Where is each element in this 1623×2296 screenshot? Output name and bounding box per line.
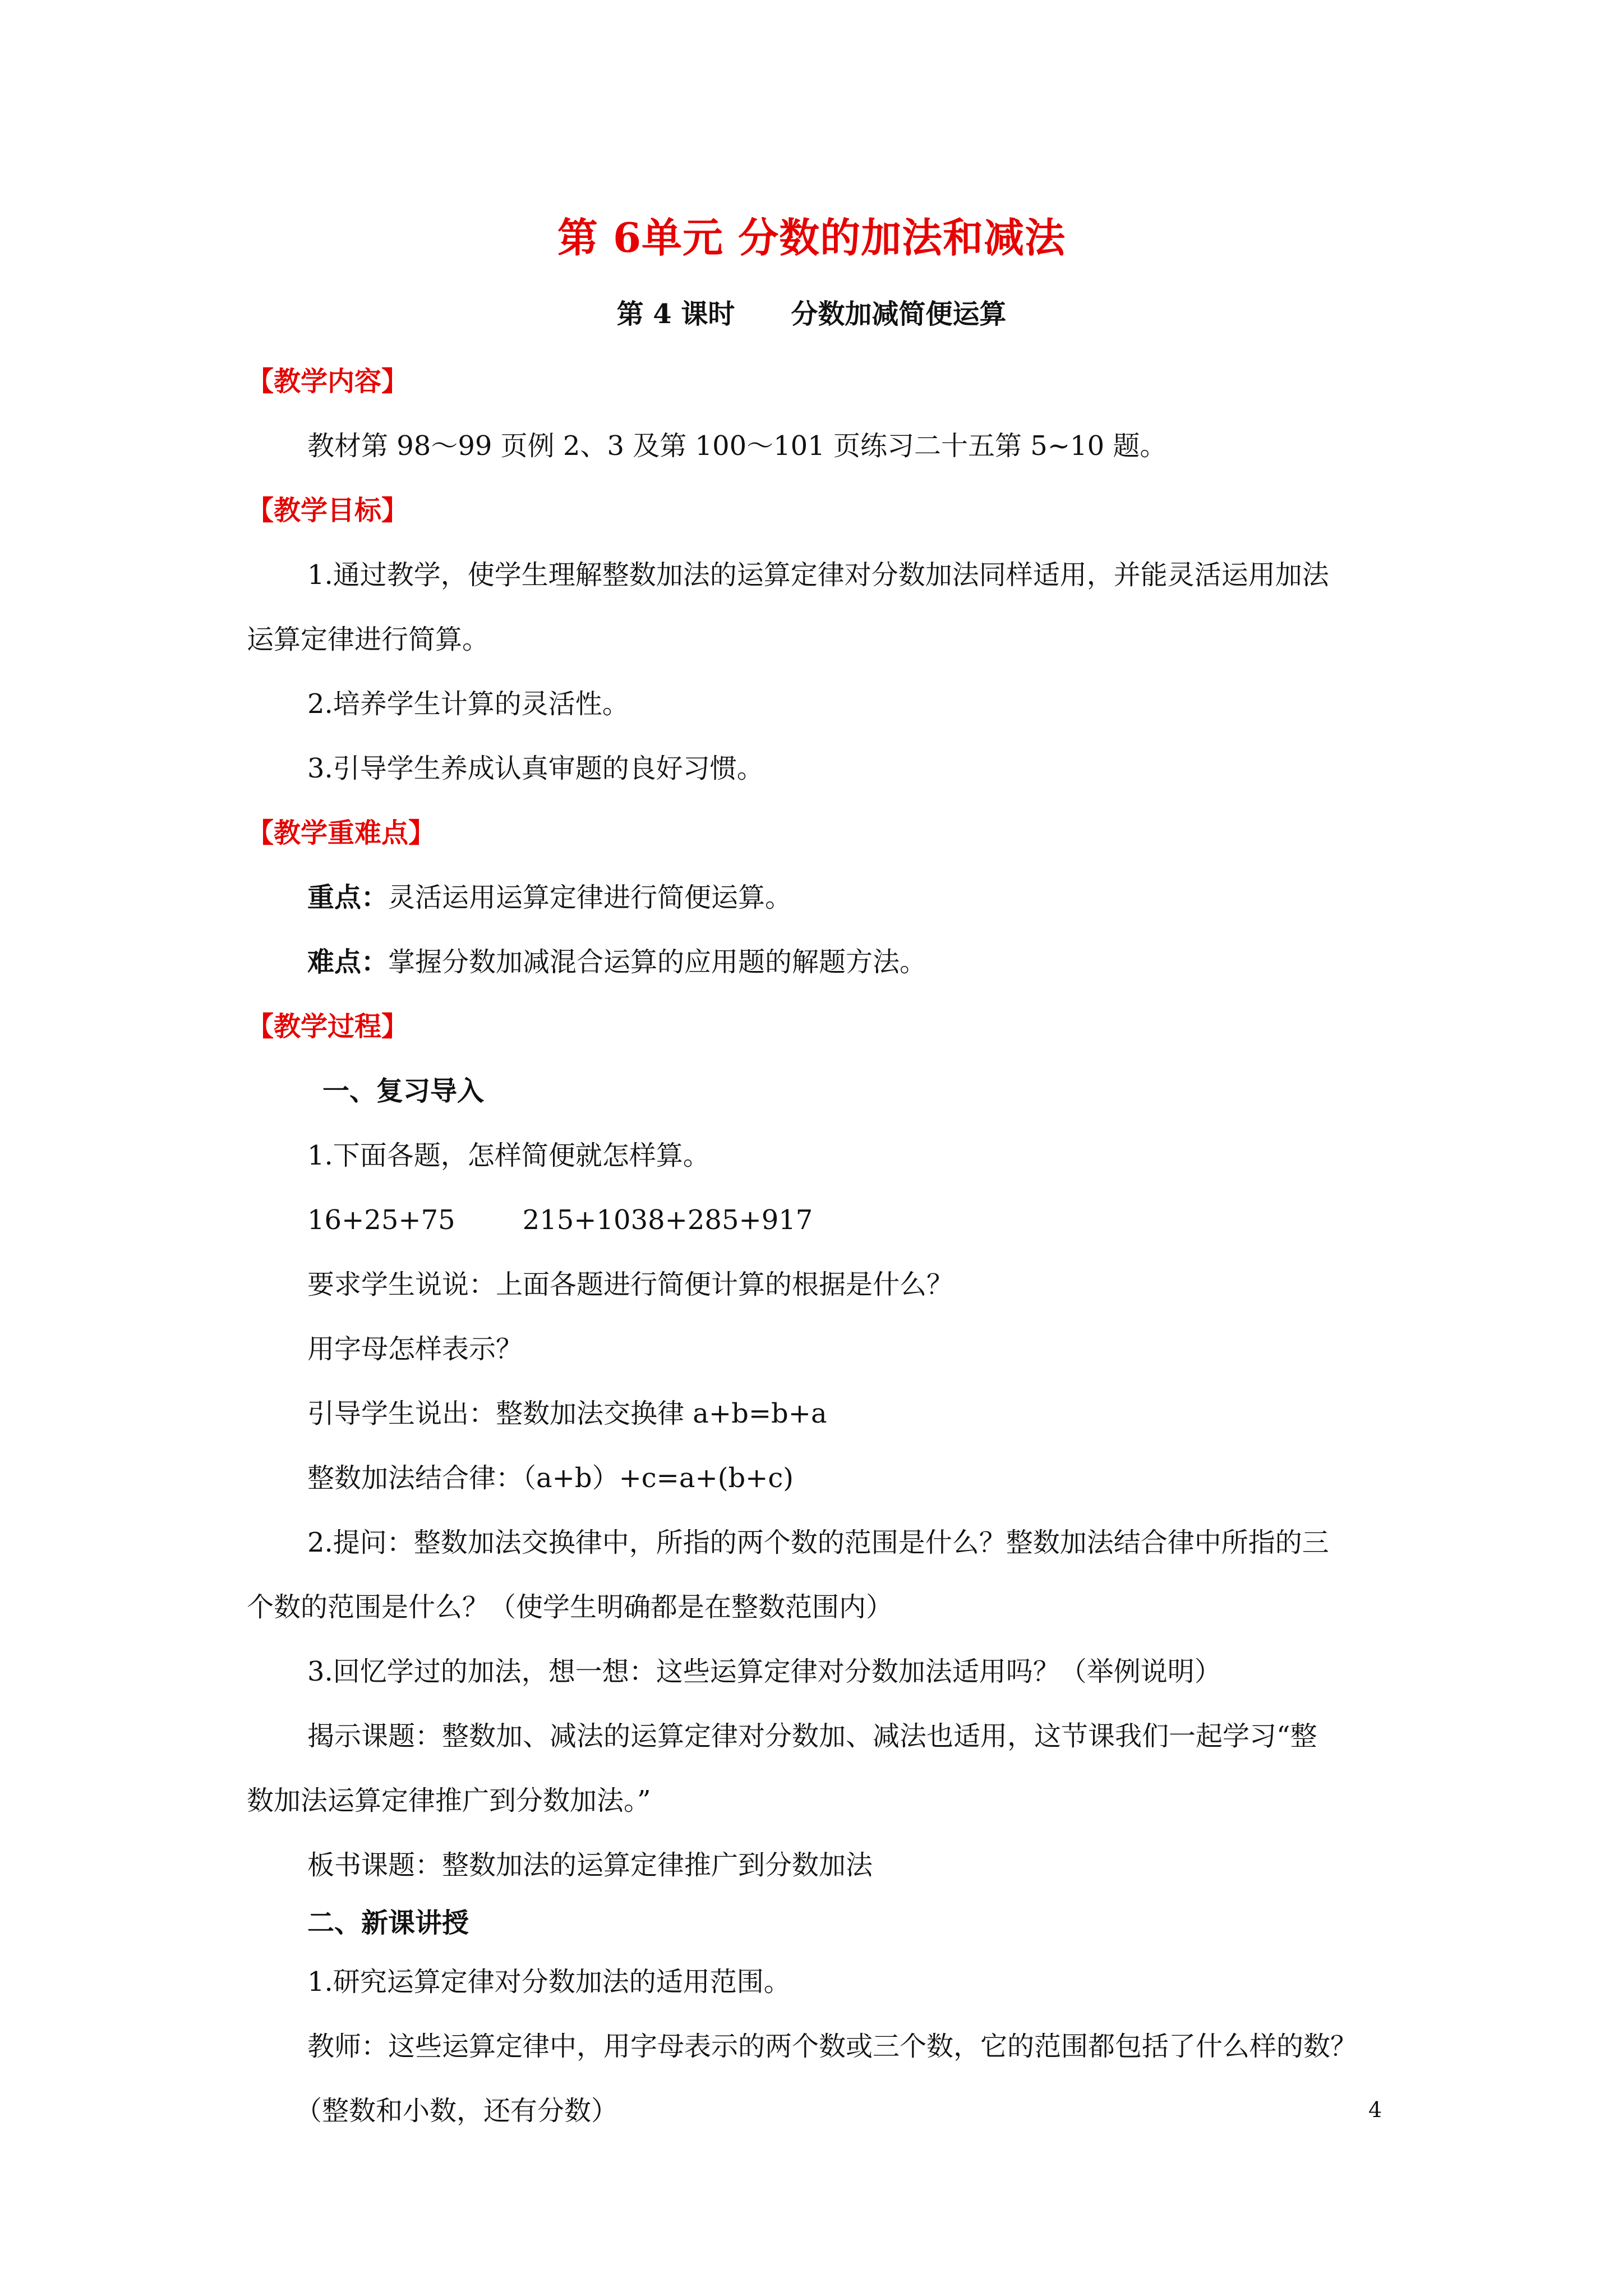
answer-text: （整数和小数，还有分数）: [295, 2095, 619, 2127]
expression-1: 16+25+75: [307, 1204, 455, 1236]
difficulty-point: [307, 946, 927, 978]
process-heading: 【教学过程】: [247, 1011, 409, 1042]
expression-2: 215+1038+285+917: [522, 1204, 813, 1236]
review-associative: 整数加法结合律：（a+b）+c=a+(b+c): [307, 1462, 794, 1494]
review-item-1: 1.下面各题，怎样简便就怎样算。: [307, 1140, 710, 1171]
reveal-line-2: 数加法运算定律推广到分数加法。”: [247, 1785, 651, 1816]
content-heading: 【教学内容】: [247, 366, 409, 397]
review-item-2-line-1: 2.提问：整数加法交换律中，所指的两个数的范围是什么？整数加法结合律中所指的三: [307, 1527, 1329, 1558]
lesson-topic: 分数加减简便运算: [791, 298, 1007, 330]
content-text: 教材第 98～99 页例 2、3 及第 100～101 页练习二十五第 5~10 题。: [307, 430, 1167, 462]
goals-heading: 【教学目标】: [247, 495, 409, 526]
key-point: [307, 884, 792, 911]
new-lesson-heading: 二、新课讲授: [307, 1907, 469, 1939]
goal-3: 3.引导学生养成认真审题的良好习惯。: [307, 753, 764, 784]
new-lesson-item-1: 1.研究运算定律对分数加法的适用范围。: [307, 1966, 791, 1998]
board-title: 板书课题：整数加法的运算定律推广到分数加法: [307, 1849, 873, 1881]
difficulty-label: 难点：: [307, 946, 389, 978]
document-title: 第 6单元 分数的加法和减法: [557, 214, 1066, 261]
review-item-3: 3.回忆学过的加法，想一想：这些运算定律对分数加法适用吗？（举例说明）: [307, 1656, 1221, 1687]
goal-2: 2.培养学生计算的灵活性。: [307, 688, 629, 720]
review-guide: 引导学生说出：整数加法交换律 a+b=b+a: [307, 1398, 827, 1429]
review-expressions: [307, 1204, 813, 1236]
teacher-question: 教师：这些运算定律中，用字母表示的两个数或三个数，它的范围都包括了什么样的数？: [307, 2031, 1358, 2062]
review-letter: 用字母怎样表示？: [307, 1333, 523, 1365]
page-number: 4: [1368, 2097, 1382, 2122]
key-point-label: 重点：: [307, 882, 389, 913]
goal-1-line-1: 1.通过教学，使学生理解整数加法的运算定律对分数加法同样适用，并能灵活运用加法: [307, 559, 1329, 591]
key-heading: 【教学重难点】: [247, 817, 436, 849]
review-item-2-line-2: 个数的范围是什么？（使学生明确都是在整数范围内）: [247, 1591, 893, 1623]
review-heading: 一、复习导入: [322, 1075, 485, 1107]
difficulty-text: 掌握分数加减混合运算的应用题的解题方法。: [388, 946, 927, 978]
lesson-subtitle: [0, 298, 1623, 330]
goal-1-line-2: 运算定律进行简算。: [247, 624, 490, 655]
key-point-text: 灵活运用运算定律进行简便运算。: [388, 882, 792, 913]
review-ask: 要求学生说说：上面各题进行简便计算的根据是什么？: [307, 1269, 954, 1300]
reveal-line-1: 揭示课题：整数加、减法的运算定律对分数加、减法也适用，这节课我们一起学习“整: [307, 1720, 1317, 1752]
lesson-number: 第 4 课时: [616, 298, 735, 330]
